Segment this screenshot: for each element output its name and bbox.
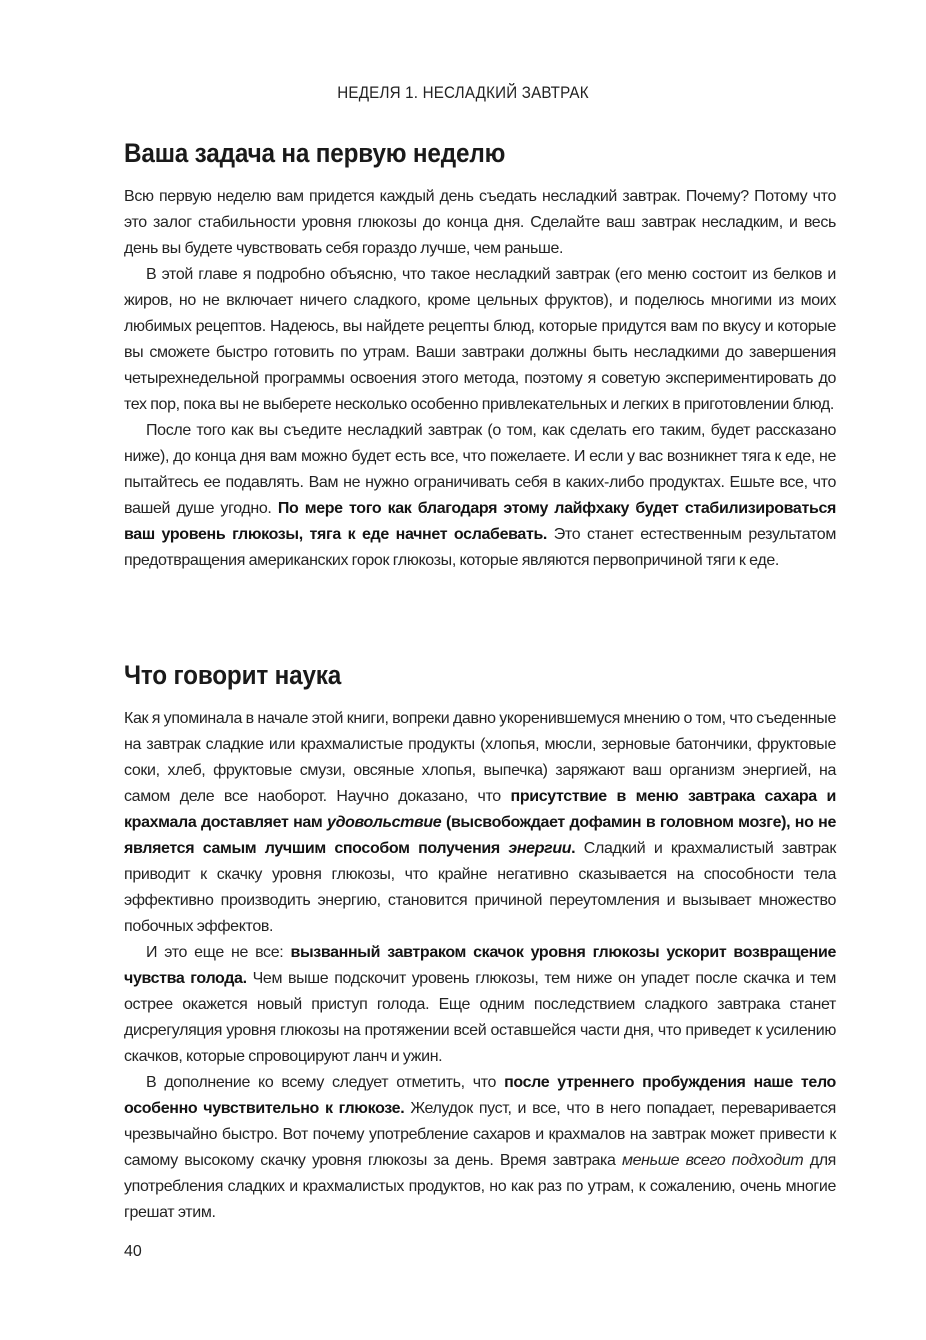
page-number: 40 — [124, 1243, 142, 1260]
bold-text-run: . — [571, 840, 576, 857]
bold-text-run: после утреннего пробуждения наше тело особенно чувствительно к глюкозе. — [124, 1074, 836, 1117]
text-run: И это еще не все: — [146, 944, 291, 961]
section-body-science — [124, 706, 836, 1226]
text-run: Чем выше подскочит уровень глюкозы, тем ниже он упадет после скачка и тем острее окажется новый приступ голода. Еще одним последствием сладкого завтрака станет дисрегуляция уровня глюкозы на протяжении всей оставшейся части дня, что приведет к усилению скачков, которые спровоцируют ланч и ужин. — [124, 970, 836, 1065]
text-run: В этой главе я подробно объясню, что такое несладкий завтрак (его меню состоит из белков и жиров, но не включает ничего сладкого, кроме цельных фруктов), и поделюсь многими из моих любимых рецептов. Надеюсь, вы найдете рецепты блюд, которые придутся вам по вкусу и которые вы сможете быстро готовить по утрам. Ваши завтраки должны быть несладкими до завершения четырехнедельной программы освоения этого метода, поэтому я советую экспериментировать до тех пор, пока вы не выберете несколько особенно привлекательных и легких в приготовлении блюд. — [124, 266, 836, 413]
paragraph — [124, 184, 836, 262]
text-run: Как я упоминала в начале этой книги, вопреки давно укоренившемуся мнению о том, что съеденные на завтрак сладкие или крахмалистые продукты (хлопья, мюсли, зерновые батончики, фруктовые соки, хлеб, фруктовые смузи, овсяные хлопья, выпечка) заряжают ваш организм энергией, на самом деле все наоборот. Научно доказано, что — [124, 710, 836, 805]
text-run: Сладкий и крахмалистый завтрак приводит к скачку уровня глюкозы, что крайне негативно сказывается на способности тела эффективно производить энергию, становится причиной переутомления и вызывает множество побочных эффектов. — [124, 840, 836, 935]
bolditalic-text-run: энергии — [508, 840, 572, 857]
text-run: Всю первую неделю вам придется каждый день съедать несладкий завтрак. Почему? Потому что это залог стабильности уровня глюкозы до конца дня. Сделайте ваш завтрак несладким, и весь день вы будете чувствовать себя гораздо лучше, чем раньше. — [124, 188, 836, 257]
bold-text-run: (высвобождает дофамин в головном мозге), но не является самым лучшим способом получения — [124, 814, 837, 857]
section-body-task — [124, 184, 836, 574]
text-run: В дополнение ко всему следует отметить, что — [146, 1074, 505, 1091]
section-heading-science: Что говорит наука — [124, 660, 342, 690]
paragraph — [124, 418, 836, 574]
bold-text-run: По мере того как благодаря этому лайфхаку будет стабилизироваться ваш уровень глюкозы, тяга к еде начнет ослабевать. — [124, 500, 836, 543]
text-run: для употребления сладких и крахмалистых продуктов, но как раз по утрам, к сожалению, очень многие грешат этим. — [124, 1152, 836, 1221]
paragraph — [124, 940, 836, 1070]
text-run: Желудок пуст, и все, что в него попадает, переваривается чрезвычайно быстро. Вот почему употребление сахаров и крахмалов на завтрак может привести к самому высокому скачку уровня глюкозы за день. Время завтрака — [124, 1100, 836, 1169]
text-run: Это станет естественным результатом предотвращения американских горок глюкозы, которые являются первопричиной тяги к еде. — [124, 526, 836, 569]
running-head: НЕДЕЛЯ 1. НЕСЛАДКИЙ ЗАВТРАК — [337, 84, 589, 102]
paragraph — [124, 1070, 836, 1226]
bold-text-run: присутствие в меню завтрака сахара и крахмала доставляет нам — [124, 788, 837, 831]
paragraph — [124, 262, 836, 418]
bolditalic-text-run: удовольствие — [327, 814, 442, 831]
section-heading-task: Ваша задача на первую неделю — [124, 138, 506, 168]
paragraph — [124, 706, 836, 940]
italic-text-run: меньше всего подходит — [622, 1152, 804, 1169]
bold-text-run: вызванный завтраком скачок уровня глюкозы ускорит возвращение чувства голода. — [124, 944, 837, 987]
text-run: После того как вы съедите несладкий завтрак (о том, как сделать его таким, будет рассказано ниже), до конца дня вам можно будет есть все, что пожелаете. И если у вас возникнет тяга к еде, не пытайтесь ее подавлять. Вам не нужно ограничивать себя в каких-либо продуктах. Ешьте все, что вашей душе угодно. — [124, 422, 836, 517]
